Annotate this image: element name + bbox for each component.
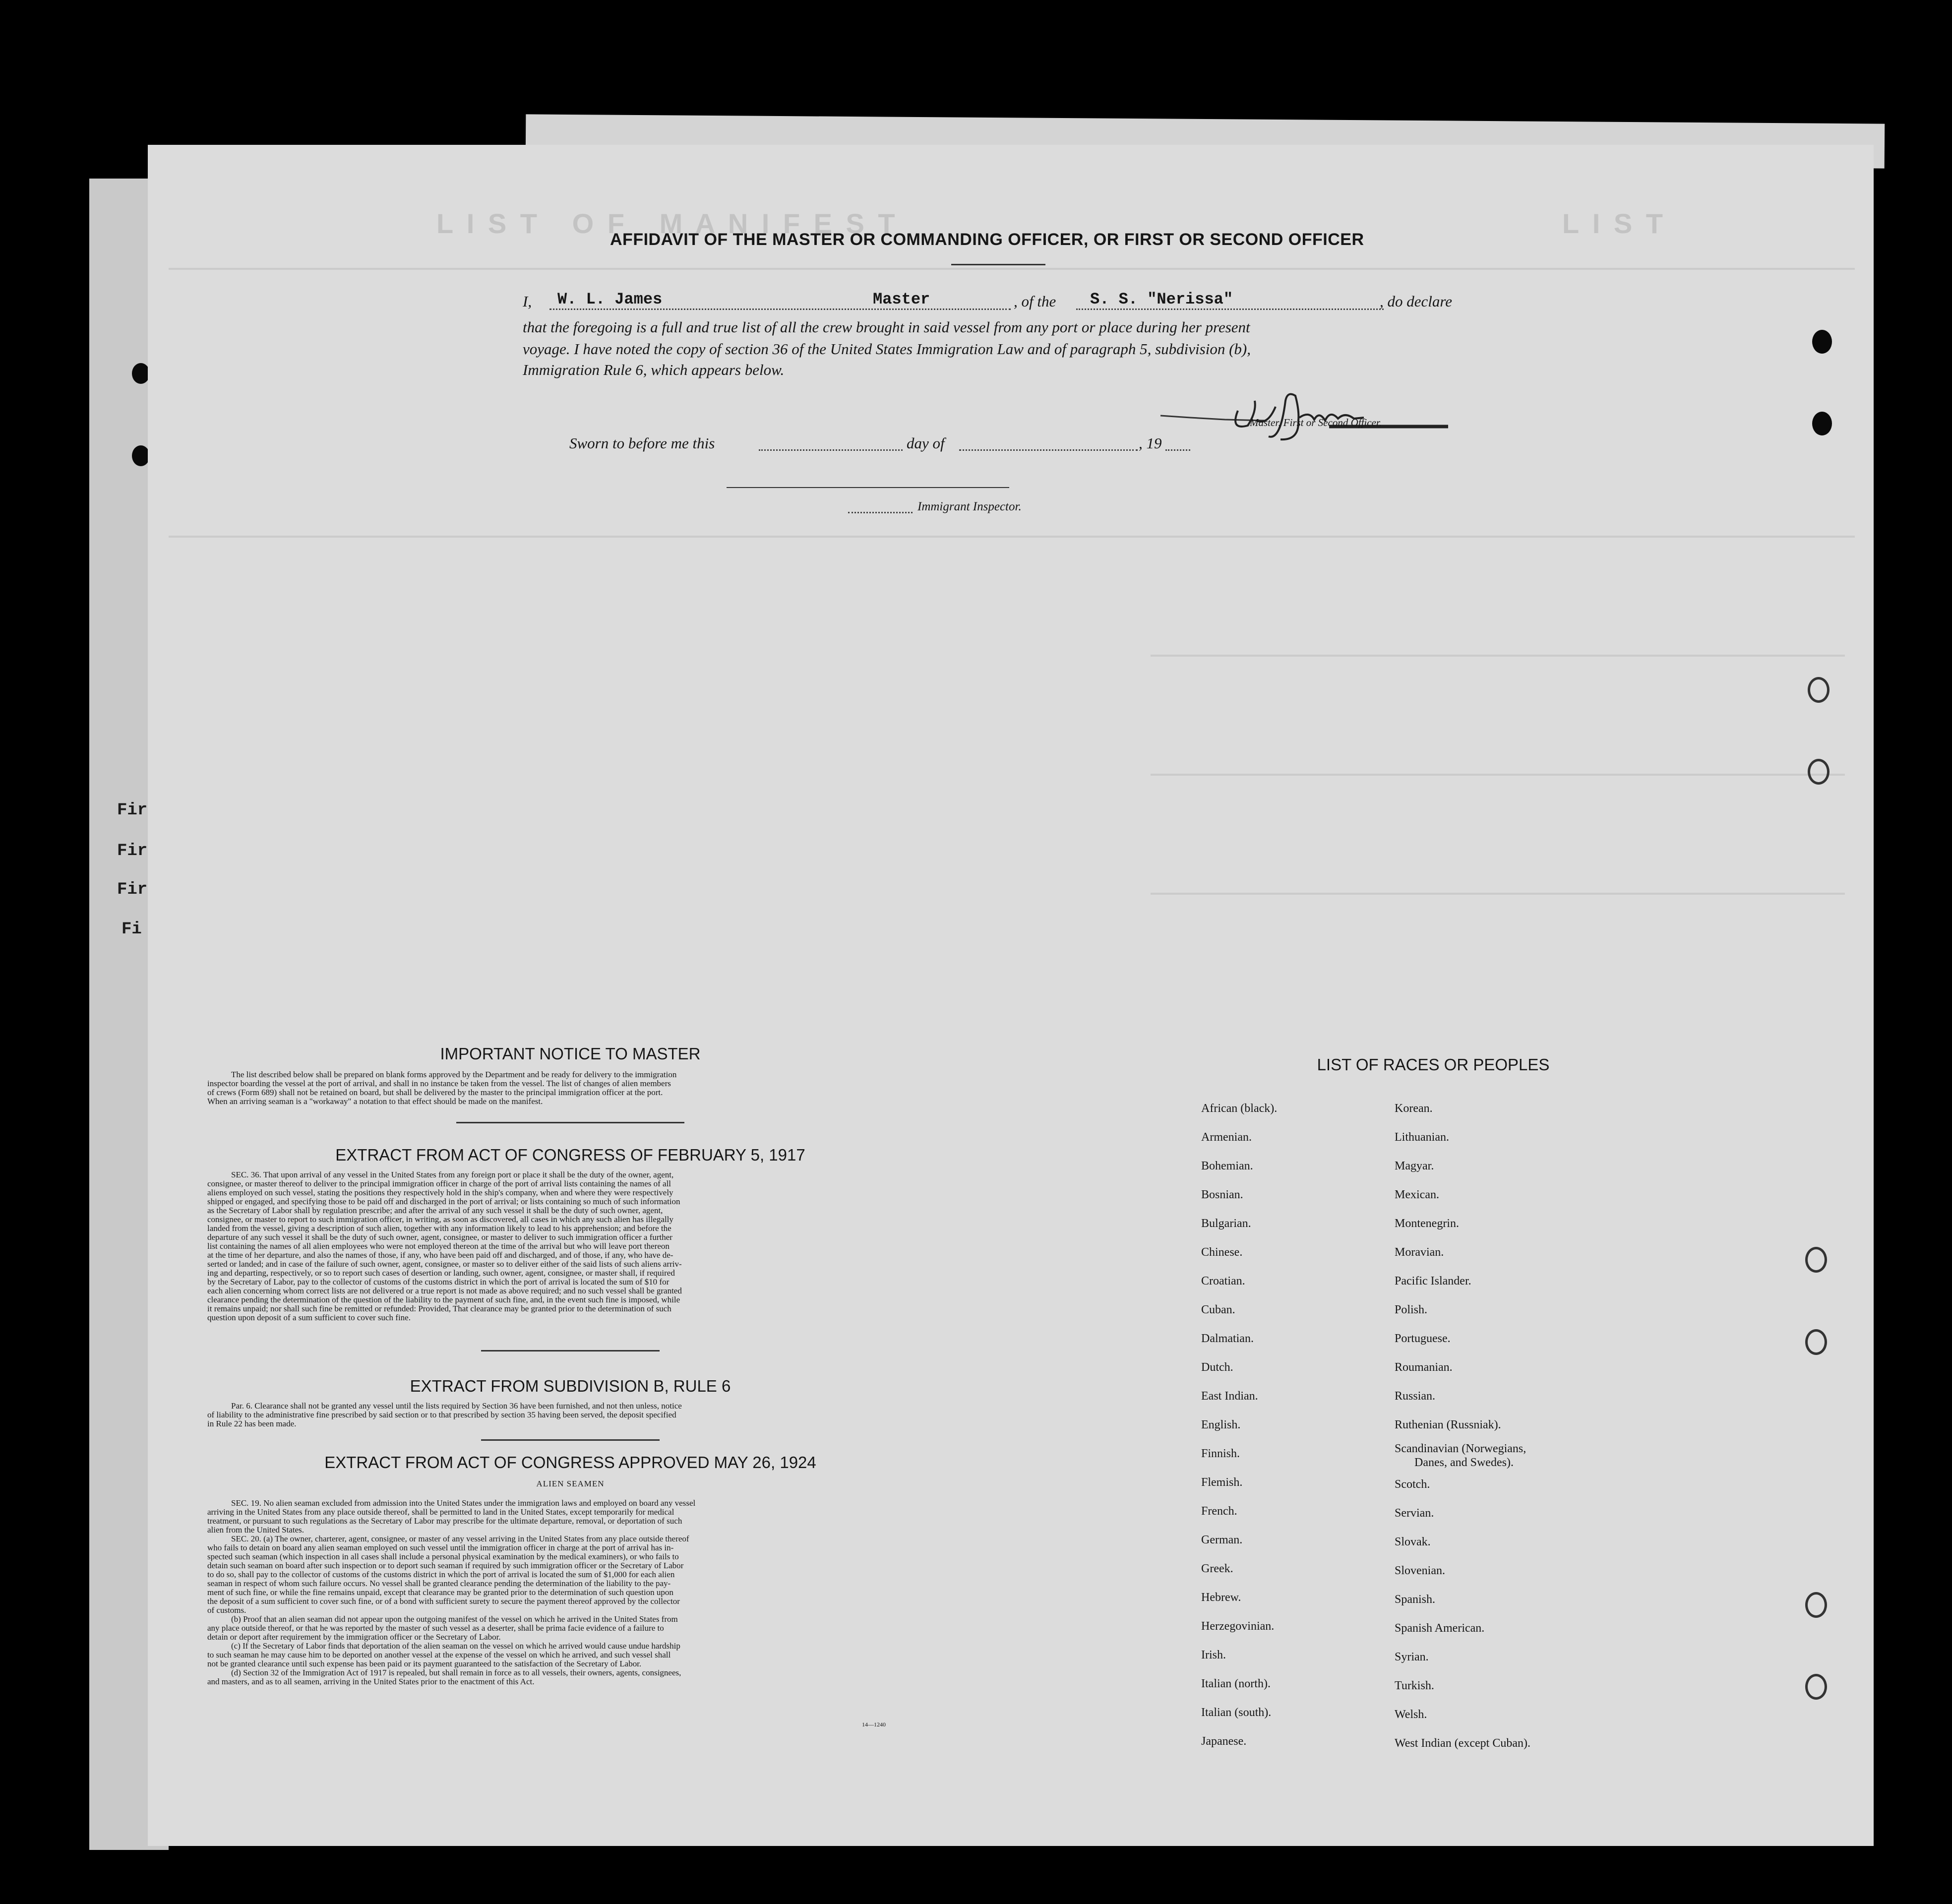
- divider: [456, 1122, 684, 1123]
- race-item: Greek.: [1201, 1562, 1233, 1575]
- punch-hole: [132, 445, 150, 466]
- bleed-through-line: [1151, 774, 1845, 776]
- race-item: Slovenian.: [1395, 1564, 1445, 1577]
- extract-rule6-text: Par. 6. Clearance shall not be granted any vessel until the lists required by Section 36 have been furnished, and not then unless, notice of liability to the administrative fine prescribed by said section or to that prescribed by section 35 having been served, the deposit specified in Rule 22 has been made.: [207, 1401, 682, 1428]
- punch-hole: [1805, 1674, 1827, 1700]
- race-item: Bosnian.: [1201, 1188, 1243, 1201]
- race-item: Pacific Islander.: [1395, 1275, 1471, 1288]
- race-item: Italian (north).: [1201, 1677, 1271, 1690]
- race-item: African (black).: [1201, 1102, 1278, 1115]
- notice-title: IMPORTANT NOTICE TO MASTER: [440, 1044, 701, 1063]
- of-the-label: , of the: [1014, 293, 1056, 310]
- edge-text: Fir: [117, 801, 148, 820]
- bleed-through-line: [169, 536, 1855, 538]
- bleed-through-text: L I S T: [1562, 208, 1666, 239]
- punch-hole: [1808, 677, 1830, 703]
- punch-hole: [1805, 1592, 1827, 1618]
- extract-1917-title: EXTRACT FROM ACT OF CONGRESS OF FEBRUARY 5, 1917: [335, 1146, 805, 1164]
- extract-1924-title: EXTRACT FROM ACT OF CONGRESS APPROVED MAY 26, 1924: [324, 1453, 816, 1472]
- race-item: Japanese.: [1201, 1735, 1247, 1748]
- bleed-through-line: [1151, 893, 1845, 895]
- extract-1924-text: SEC. 19. No alien seaman excluded from admission into the United States under the immigration laws and employed on board any vessel arriving in the United States from any place outside thereof, shall be permitted to land in the United States, except temporarily for medical treatment, or pursuant to such regulations as the Secretary of Labor may prescribe for the ultimate departure, removal, or deportation of such alien from the United States. SEC. 20. (a) The owner, charterer, agent, consignee, or master of any vessel arriving in the United States from any place outside thereof who fails to detain on board any alien seaman employed on such vessel until the immigration officer in charge at the port of arrival has in- spected such seaman (which inspection in all cases shall include a personal physical examination by the medical examiners), or who fails to detain such seaman on board after such inspection or to deport such seaman if required by such immigration officer or the Secretary of Labor to do so, shall pay to the collector of customs of the customs district in which the port of arrival is located the sum of $1,000 for each alien seaman in respect of whom such failure occurs. No vessel shall be granted clearance pending the determination of the liability to the pay- ment of such fine, or while the fine remains unpaid, except that clearance may be granted prior to the determination of such question upon the deposit of a sum sufficient to cover such fine, or of a bond with sufficient surety to secure the payment thereof approved by the collector of customs. (b) Proof that an alien seaman did not appear upon the outgoing manifest of the vessel on which he arrived in the United States from any place outside thereof, or that he was reported by the master of such vessel as a deserter, shall be prima facie evidence of a failure to detain or deport after requirement by the immigration officer or the Secretary of Labor. (c) If the Secretary of Labor finds that deportation of the alien seaman on the vessel on which he arrived would cause undue hardship to such seaman he may cause him to be deported on another vessel at the expense of the vessel on which he arrived, and such vessel shall not be granted clearance until such expense has been paid or its payment guaranteed to the satisfaction of the Secretary of Labor. (d) Section 32 of the Immigration Act of 1917 is repealed, but shall remain in force as to all vessels, their owners, agents, consignees, and masters, and as to all seamen, arriving in the United States prior to the enactment of this Act.: [207, 1498, 696, 1686]
- signature-caption: Master, First or Second Officer.: [1250, 417, 1382, 429]
- punch-hole: [1805, 1329, 1827, 1355]
- vessel-name: S. S. "Nerissa": [1090, 290, 1233, 308]
- punch-hole: [1812, 412, 1832, 435]
- race-item: French.: [1201, 1505, 1237, 1518]
- race-item: Welsh.: [1395, 1708, 1427, 1721]
- edge-text: Fir: [117, 842, 148, 860]
- punch-hole: [1808, 759, 1830, 785]
- race-item: Chinese.: [1201, 1246, 1243, 1259]
- race-item: Moravian.: [1395, 1246, 1444, 1259]
- race-item: East Indian.: [1201, 1390, 1258, 1403]
- race-item: Italian (south).: [1201, 1706, 1272, 1719]
- name-line: [549, 308, 1011, 310]
- notice-text: The list described below shall be prepared on blank forms approved by the Department and be ready for delivery to the immigration inspector boarding the vessel at the port of arrival, and shall in no instance be taken from the vessel. The list of changes of alien members of crews (Form 689) shall not be retained on board, but shall be delivered by the master to the principal immigration officer at the port. When an arriving seaman is a "workaway" a notation to that effect should be made on the manifest.: [207, 1070, 677, 1106]
- race-item: Scandinavian (Norwegians,: [1395, 1442, 1526, 1455]
- race-item: Dalmatian.: [1201, 1332, 1254, 1345]
- affidavit-title: AFFIDAVIT OF THE MASTER OR COMMANDING OFFICER, OR FIRST OR SECOND OFFICER: [610, 230, 1364, 249]
- punch-hole: [1805, 1247, 1827, 1273]
- edge-text: Fi: [122, 920, 142, 939]
- sworn-date-line: [759, 449, 903, 451]
- master-signature: [1151, 381, 1468, 445]
- punch-hole: [1812, 330, 1832, 354]
- race-item: Scotch.: [1395, 1478, 1430, 1491]
- affidavit-body-line: Immigration Rule 6, which appears below.: [523, 361, 785, 378]
- race-item: Bulgarian.: [1201, 1217, 1251, 1230]
- race-item: Roumanian.: [1395, 1361, 1453, 1374]
- race-item: Irish.: [1201, 1649, 1226, 1661]
- affidavit-body-line: voyage. I have noted the copy of section 36 of the United States Immigration Law and of paragraph 5, subdivision (b),: [523, 340, 1251, 358]
- bleed-through-line: [1151, 655, 1845, 657]
- affidavit-body-line: that the foregoing is a full and true list of all the crew brought in said vessel from any port or place during her present: [523, 318, 1250, 336]
- year-label: , 19: [1139, 434, 1162, 452]
- bleed-through-text: L I S T O F M A N I F E S T: [436, 208, 898, 239]
- race-item: Magyar.: [1395, 1160, 1434, 1172]
- race-item: Herzegovinian.: [1201, 1620, 1275, 1633]
- inspector-line: [848, 512, 913, 513]
- race-item: Montenegrin.: [1395, 1217, 1459, 1230]
- extract-1917-text: SEC. 36. That upon arrival of any vessel in the United States from any foreign port or place it shall be the duty of the owner, agent, consignee, or master thereof to deliver to the principal immigration officer in charge of the port of arrival lists containing the names of all aliens employed on such vessel, stating the positions they respectively hold in the ship's company, when and where they were respectively shipped or engaged, and specifying those to be paid off and discharged in the port of arrival; or lists containing so much of such information as the Secretary of Labor shall by regulation prescribe; and after the arrival of any such vessel it shall be the duty of such owner, agent, consignee, or master to report to such immigration officer, in writing, as soon as discovered, all cases in which any such alien has illegally landed from the vessel, giving a description of such alien, together with any information likely to lead to his apprehension; and before the departure of any such vessel it shall be the duty of such owner, agent, consignee, or master to deliver to such immigration officer a further list containing the names of all alien employees who were not employed thereon at the time of the arrival but who will leave port thereon at the time of her departure, and also the names of those, if any, who have been paid off and discharged, and of those, if any, who have de- serted or landed; and in case of the failure of such owner, agent, consignee, or master so to deliver either of the said lists of such aliens arriv- ing and departing, respectively, or so to report such cases of desertion or landing, such owner, agent, consignee, or master shall, if required by the Secretary of Labor, pay to the collector of customs of the customs district in which the port of arrival is located the sum of $10 for each alien concerning whom correct lists are not delivered or a true report is not made as above required; and no such vessel shall be granted clearance pending the determination of the question of the liability to the payment of such fine, and, in the event such fine is imposed, while it remains unpaid; nor shall such fine be remitted or refunded: Provided, That clearance may be granted prior to the determination of such question upon deposit of a sum sufficient to cover such fine.: [207, 1170, 682, 1322]
- do-declare-label: , do declare: [1380, 293, 1453, 310]
- race-item: Croatian.: [1201, 1275, 1245, 1288]
- year-line: [1165, 449, 1190, 451]
- race-item: Ruthenian (Russniak).: [1395, 1418, 1501, 1431]
- race-item: Mexican.: [1395, 1188, 1439, 1201]
- divider: [481, 1439, 660, 1441]
- extract-1924-subtitle: ALIEN SEAMEN: [536, 1479, 605, 1488]
- divider: [481, 1350, 660, 1351]
- race-item: German.: [1201, 1534, 1243, 1546]
- race-item: Lithuanian.: [1395, 1131, 1449, 1144]
- race-item: Korean.: [1395, 1102, 1433, 1115]
- races-title: LIST OF RACES OR PEOPLES: [1317, 1055, 1550, 1074]
- race-item: English.: [1201, 1418, 1241, 1431]
- master-name: W. L. James: [557, 290, 663, 308]
- race-item: West Indian (except Cuban).: [1395, 1737, 1530, 1750]
- race-item: Spanish American.: [1395, 1622, 1485, 1635]
- race-item: Russian.: [1395, 1390, 1436, 1403]
- affidavit-pronoun: I,: [523, 293, 532, 310]
- race-item: Spanish.: [1395, 1593, 1436, 1606]
- race-item: Flemish.: [1201, 1476, 1243, 1489]
- inspector-signature-line: [727, 487, 1009, 488]
- race-item: Slovak.: [1395, 1535, 1431, 1548]
- title-rule: [951, 264, 1045, 265]
- bleed-through-line: [169, 268, 1855, 270]
- form-number: 14—1240: [862, 1721, 886, 1728]
- race-item: Bohemian.: [1201, 1160, 1253, 1172]
- edge-text: Fir: [117, 880, 148, 899]
- race-item: Syrian.: [1395, 1651, 1429, 1663]
- day-of-label: day of: [907, 434, 945, 452]
- race-item: Polish.: [1395, 1303, 1428, 1316]
- extract-rule6-title: EXTRACT FROM SUBDIVISION B, RULE 6: [410, 1377, 731, 1395]
- sworn-month-line: [959, 449, 1138, 451]
- inspector-label: Immigrant Inspector.: [917, 500, 1022, 513]
- master-rank: Master: [873, 290, 930, 308]
- race-item-continuation: Danes, and Swedes).: [1414, 1456, 1514, 1469]
- race-item: Portuguese.: [1395, 1332, 1451, 1345]
- race-item: Dutch.: [1201, 1361, 1233, 1374]
- race-item: Turkish.: [1395, 1679, 1434, 1692]
- vessel-line: [1076, 308, 1384, 310]
- race-item: Armenian.: [1201, 1131, 1252, 1144]
- race-item: Cuban.: [1201, 1303, 1235, 1316]
- race-item: Finnish.: [1201, 1447, 1240, 1460]
- punch-hole: [132, 363, 150, 384]
- race-item: Hebrew.: [1201, 1591, 1241, 1604]
- race-item: Servian.: [1395, 1507, 1434, 1520]
- sworn-label: Sworn to before me this: [569, 434, 715, 452]
